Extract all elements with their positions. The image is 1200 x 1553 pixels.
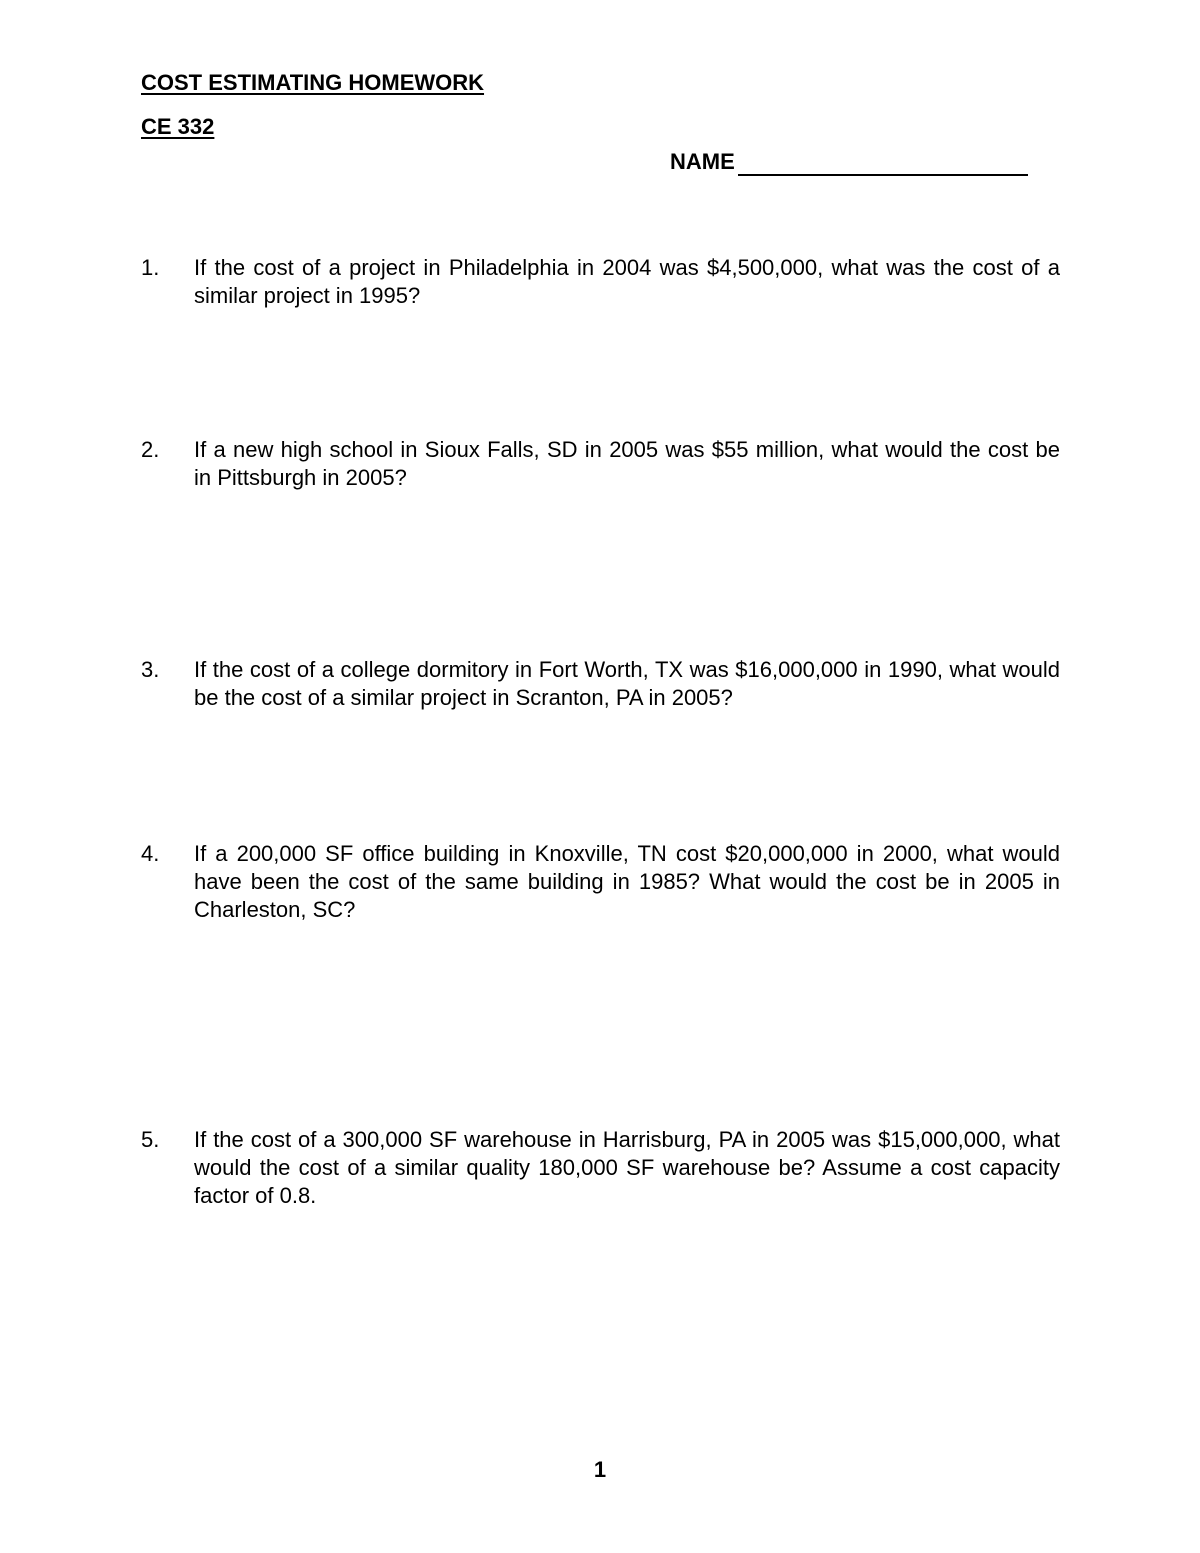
question-text: If the cost of a college dormitory in Fort Worth, TX was $16,000,000 in 1990, what would be the cost of a similar project in Scranton, PA in 2005? [194, 657, 1060, 710]
question-text: If the cost of a 300,000 SF warehouse in Harrisburg, PA in 2005 was $15,000,000, what would the cost of a similar quality 180,000 SF warehouse be? Assume a cost capacity factor of 0.8. [194, 1127, 1060, 1208]
question-text: If a new high school in Sioux Falls, SD in 2005 was $55 million, what would the cost be in Pittsburgh in 2005? [194, 437, 1060, 490]
course-code: CE 332 [141, 114, 215, 139]
question-number: 4. [141, 841, 160, 866]
name-blank-line [738, 174, 1028, 176]
page-number: 1 [593, 1457, 607, 1482]
question-number: 3. [141, 657, 160, 682]
name-field [670, 149, 1060, 179]
question-text: If the cost of a project in Philadelphia in 2004 was $4,500,000, what was the cost of a similar project in 1995? [194, 255, 1060, 308]
question-number: 5. [141, 1127, 160, 1152]
document-title: COST ESTIMATING HOMEWORK [141, 70, 485, 95]
question-number: 2. [141, 437, 160, 462]
question-number: 1. [141, 255, 160, 280]
name-label: NAME [670, 149, 735, 174]
question-text: If a 200,000 SF office building in Knoxville, TN cost $20,000,000 in 2000, what would have been the cost of the same building in 1985? What would the cost be in 2005 in Charleston, SC? [194, 841, 1060, 922]
